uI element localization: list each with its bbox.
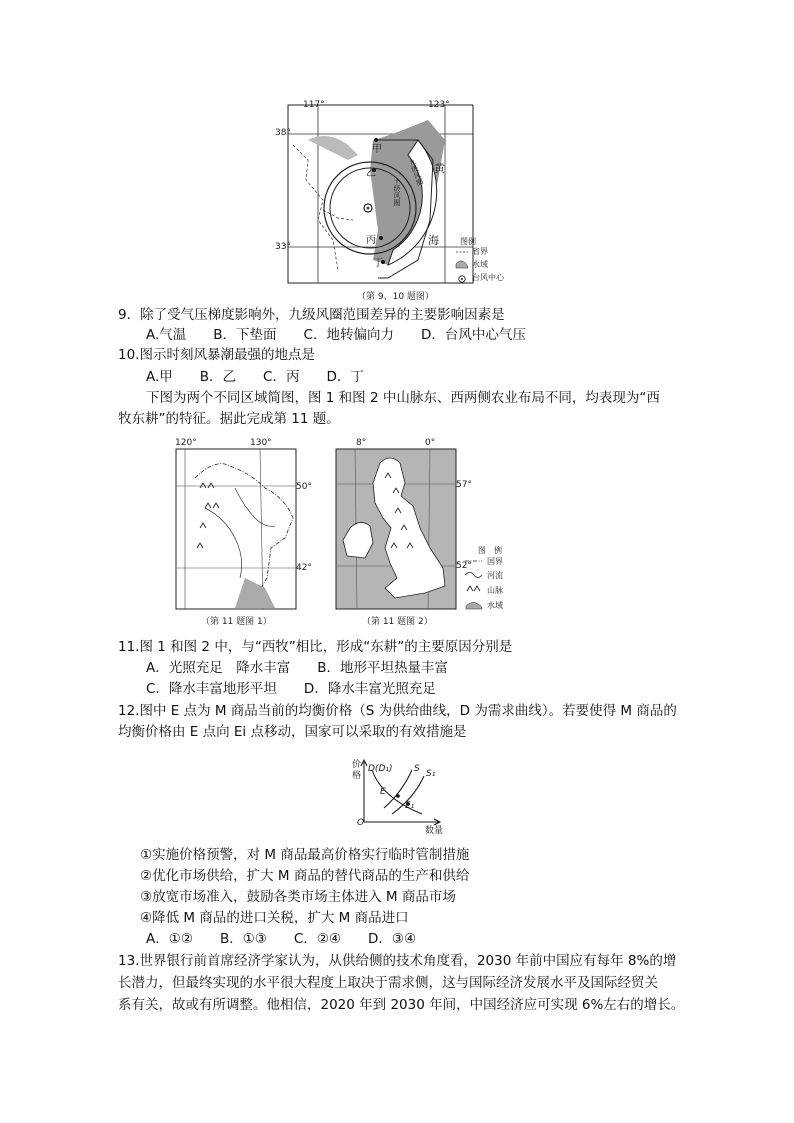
fig1-lat-top: 38° — [275, 128, 291, 138]
q12-line1: 12.图中 E 点为 M 商品当前的均衡价格（S 为供给曲线，D 为需求曲线）。若要使得 M 商品的 — [118, 703, 677, 719]
fig2-lon1: 120° — [175, 438, 197, 448]
fig1-lon-left: 117° — [303, 100, 325, 110]
q12-item-2: ②优化市场供给，扩大 M 商品的替代商品的生产和供给 — [140, 868, 470, 884]
fig3-legend-border: 国界 — [487, 557, 503, 566]
q13-line2: 长潜力，但最终实现的水平很大程度上取决于需求侧，这与国际经济发展水平及国际经贸关 — [118, 975, 658, 991]
q11-opt1: A．光照充足 降水丰富 B．地形平坦热量丰富 — [146, 660, 448, 676]
fig1-legend-title: 图例 — [460, 237, 476, 246]
chart-ylabel-1: 价 — [352, 760, 362, 770]
northeast-china-map — [175, 448, 297, 610]
q10-options: A.甲 B．乙 C．丙 D．丁 — [146, 369, 364, 385]
fig2-lat1: 50° — [296, 482, 312, 492]
point-e-label: E — [380, 787, 386, 797]
fig3-legend-symbols — [464, 556, 484, 614]
curve-s-label: S — [414, 764, 420, 774]
point-e1-label: E₁ — [405, 801, 415, 811]
place-bing: 丙 — [366, 235, 376, 246]
q12-line2: 均衡价格由 E 点向 Ei 点移动，国家可以采取的有效措施是 — [118, 724, 467, 740]
fig1-legend-water: 水域 — [472, 260, 488, 269]
q12-options: A．①② B．①③ C．②④ D．③④ — [146, 931, 417, 947]
place-jia: 甲 — [372, 144, 382, 155]
q11-stem: 11.图 1 和图 2 中，与“西牧”相比，形成“东耕”的主要原因分别是 — [118, 639, 513, 655]
curve-s1-label: S₁ — [426, 769, 436, 779]
q12-item-4: ④降低 M 商品的进口关税，扩大 M 商品进口 — [140, 910, 409, 926]
q9-options: A.气温 B．下垫面 C．地转偏向力 D．台风中心气压 — [146, 327, 526, 343]
q13-line3: 系有关，故或有所调整。他相信，2020 年到 2030 年间，中国经济应可实现 6%左右的增长。 — [118, 997, 685, 1013]
britain-map — [335, 448, 457, 610]
fig1-legend-center: 台风中心 — [472, 273, 504, 282]
q10-stem: 10.图示时刻风暴潮最强的地点是 — [118, 347, 315, 363]
sea-hai: 海 — [428, 234, 439, 247]
fig2-lat2: 42° — [296, 563, 312, 573]
fig3-lon1: 8° — [356, 438, 367, 448]
fig1-lat-bottom: 33° — [275, 242, 291, 252]
place-ding: 丁 — [373, 258, 383, 269]
fig1-legend-province: 省界 — [472, 247, 488, 256]
fig3-legend-title: 图 例 — [478, 546, 502, 555]
fig1-legend-symbols — [455, 248, 469, 288]
curve-d-label: D(D₁) — [368, 764, 393, 774]
band-inner-label: 十级风圈 — [393, 178, 401, 206]
fig3-lat2: 52° — [456, 561, 472, 571]
fig2-lon2: 130° — [250, 438, 272, 448]
intro11-line1: 下图为两个不同区域简图，图 1 和图 2 中山脉东、西两侧农业布局不同，均表现为“西 — [146, 390, 660, 406]
q12-item-3: ③放宽市场准入，鼓励各类市场主体进入 M 商品市场 — [140, 889, 456, 905]
chart-xlabel: 数量 — [425, 826, 444, 836]
intro11-line2: 牧东耕”的特征。据此完成第 11 题。 — [118, 411, 340, 427]
q11-opt2: C．降水丰富地形平坦 D．降水丰富光照充足 — [146, 681, 436, 697]
fig3-caption: （第 11 题图 2） — [362, 617, 433, 627]
fig3-legend-river: 河流 — [487, 571, 503, 580]
place-yi: 乙 — [366, 168, 376, 179]
fig3-lon2: 0° — [425, 438, 436, 448]
q9-stem: 9．除了受气压梯度影响外，九级风圈范围差异的主要影响因素是 — [118, 307, 505, 323]
sea-huang: 黄 — [434, 162, 445, 175]
fig2-caption: （第 11 题图 1） — [201, 617, 272, 627]
fig1-caption: （第 9、10 题图） — [357, 292, 434, 302]
fig3-lat1: 57° — [456, 480, 472, 490]
q13-line1: 13.世界银行前首席经济学家认为，从供给侧的技术角度看，2030 年前中国应有每年 8%的增 — [118, 953, 677, 969]
band-outer-label: 九级风圈 — [407, 157, 425, 187]
fig1-lon-right: 123° — [428, 100, 450, 110]
q12-item-1: ①实施价格预警，对 M 商品最高价格实行临时管制措施 — [140, 847, 470, 863]
chart-ylabel-2: 格 — [352, 771, 362, 781]
fig3-legend-water: 水域 — [487, 601, 503, 610]
fig3-legend-mountain: 山脉 — [487, 586, 503, 595]
chart-origin: O — [357, 818, 365, 828]
